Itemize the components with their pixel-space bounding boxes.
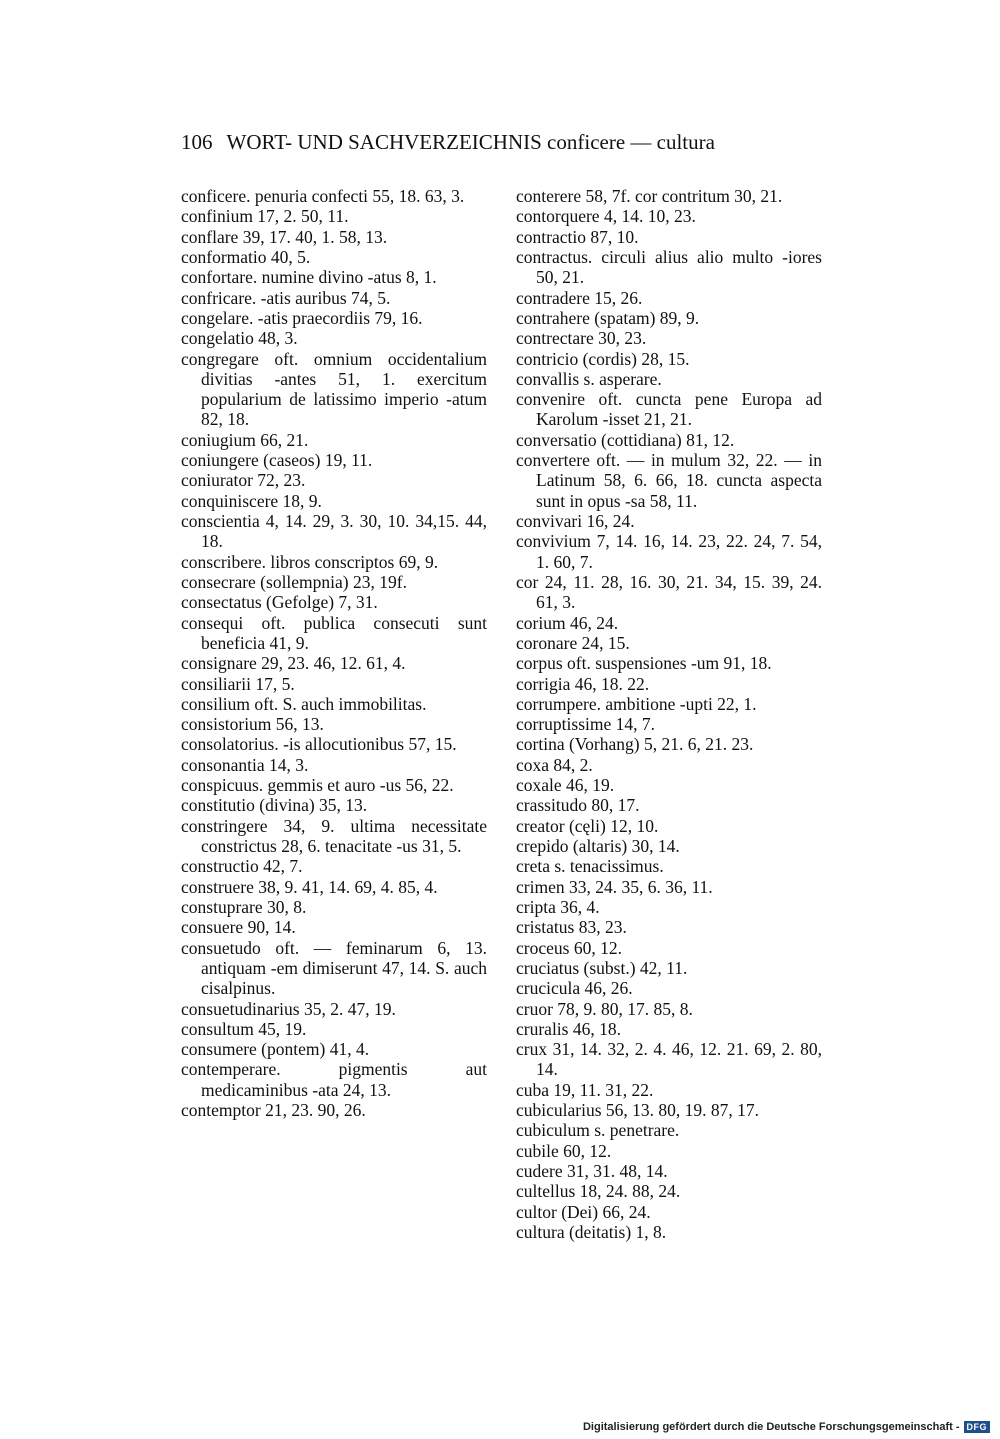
index-entry: conficere. penuria confecti 55, 18. 63, 3. [181,186,465,206]
index-entry: contricio (cordis) 28, 15. [516,348,690,369]
index-entry: consilium oft. S. auch immobilitas. [181,693,427,714]
index-entry: constuprare 30, 8. [181,896,307,917]
index-entry: consistorium 56, 13. [181,714,324,735]
index-entry: convallis s. asperare. [516,368,662,389]
index-entry: cuba 19, 11. 31, 22. [516,1079,654,1100]
dfg-logo: DFG [964,1421,991,1433]
index-entry: cruor 78, 9. 80, 17. 85, 8. [516,998,693,1019]
index-entry: consignare 29, 23. 46, 12. 61, 4. [181,653,406,674]
running-header [181,130,715,155]
index-entry: cristatus 83, 23. [516,917,627,938]
index-entry: corpus oft. suspensiones -um 91, 18. [516,653,772,674]
index-entry: conflare 39, 17. 40, 1. 58, 13. [181,226,388,247]
index-entry: contrahere (spatam) 89, 9. [516,307,700,328]
index-entry: cudere 31, 31. 48, 14. [516,1161,668,1181]
index-entry: cor 24, 11. 28, 16. 30, 21. 34, 15. 39, 24. 61, 3. [516,571,822,613]
index-entry: congregare oft. omnium occidentalium divitias -antes 51, 1. exercitum popularium de latissimo imperio -atum 82, 18. [181,348,487,430]
index-entry: contorquere 4, 14. 10, 23. [516,206,696,227]
index-entry: crassitudo 80, 17. [516,795,640,816]
page-number: 106 [181,130,213,154]
footer-text: Digitalisierung gefördert durch die Deutsche Forschungsgemeinschaft - [582,1421,960,1433]
index-entry: construere 38, 9. 41, 14. 69, 4. 85, 4. [181,876,438,897]
index-entry: conformatio 40, 5. [181,246,311,267]
index-entry: coniugium 66, 21. [181,429,309,450]
right-column [516,186,822,1242]
index-entry: conversatio (cottidiana) 81, 12. [516,429,735,450]
index-entry: consequi oft. publica consecuti sunt beneficia 41, 9. [181,612,487,653]
index-entry: corruptissime 14, 7. [516,714,656,735]
index-entry: coronare 24, 15. [516,632,630,653]
index-entry: cripta 36, 4. [516,896,600,917]
index-entry: consuetudo oft. — feminarum 6, 13. antiquam -em dimiserunt 47, 14. S. auch cisalpinus. [181,937,487,999]
index-entry: coniurator 72, 23. [181,470,306,491]
index-entry: contractio 87, 10. [516,226,639,247]
index-entry: corrumpere. ambitione -upti 22, 1. [516,693,757,714]
index-entry: conspicuus. gemmis et auro -us 56, 22. [181,775,454,796]
index-entry: cubiculum s. penetrare. [516,1120,680,1141]
index-entry: cruciatus (subst.) 42, 11. [516,957,688,978]
left-column [181,186,487,1120]
index-entry: confortare. numine divino -atus 8, 1. [181,267,437,288]
index-entry: convivari 16, 24. [516,511,635,531]
index-entry: cruralis 46, 18. [516,1018,621,1039]
index-entry: confinium 17, 2. 50, 11. [181,206,349,227]
index-entry: cortina (Vorhang) 5, 21. 6, 21. 23. [516,734,754,755]
index-entry: croceus 60, 12. [516,937,622,958]
index-entry: consuetudinarius 35, 2. 47, 19. [181,998,396,1019]
index-entry: constructio 42, 7. [181,856,303,877]
index-entry: cubile 60, 12. [516,1140,612,1161]
index-entry: coxale 46, 19. [516,775,615,796]
index-entry: corium 46, 24. [516,612,619,633]
index-entry: contractus. circuli alius alio multo -iores 50, 21. [516,246,822,288]
index-entry: constitutio (divina) 35, 13. [181,795,368,816]
index-entry: consultum 45, 19. [181,1018,307,1039]
index-entry: consecrare (sollempnia) 23, 19f. [181,571,407,592]
index-entry: contradere 15, 26. [516,287,643,308]
index-entry: contemptor 21, 23. 90, 26. [181,1100,366,1121]
index-entry: congelare. -atis praecordiis 79, 16. [181,307,423,328]
index-entry: consolatorius. -is allocutionibus 57, 15. [181,734,457,755]
index-entry: creator (cęli) 12, 10. [516,815,659,836]
index-entry: convenire oft. cuncta pene Europa ad Karolum -isset 21, 21. [516,389,822,430]
index-entry: congelatio 48, 3. [181,328,298,349]
index-entry: conterere 58, 7f. cor contritum 30, 21. [516,186,783,206]
index-entry: convertere oft. — in mulum 32, 22. — in Latinum 58, 6. 66, 18. cuncta aspecta sunt in opus -sa 58, 11. [516,450,822,511]
index-entry: conscribere. libros conscriptos 69, 9. [181,551,439,572]
index-entry: cultor (Dei) 66, 24. [516,1201,651,1222]
index-entry: consiliarii 17, 5. [181,673,295,694]
index-entry: crepido (altaris) 30, 14. [516,836,680,856]
index-entry: confricare. -atis auribus 74, 5. [181,287,391,308]
index-entry: contrectare 30, 23. [516,328,647,349]
index-entry: constringere 34, 9. ultima necessitate constrictus 28, 6. tenacitate -us 31, 5. [181,815,487,856]
index-entry: consonantia 14, 3. [181,754,309,775]
index-entry: coniungere (caseos) 19, 11. [181,450,373,471]
index-entry: consuere 90, 14. [181,917,296,938]
index-entry: cultellus 18, 24. 88, 24. [516,1181,681,1202]
index-entry: conquiniscere 18, 9. [181,490,322,511]
index-entry: conscientia 4, 14. 29, 3. 30, 10. 34,15. 44, 18. [181,511,487,552]
index-entry: convivium 7, 14. 16, 14. 23, 22. 24, 7. 54, 1. 60, 7. [516,531,822,572]
index-entry: corrigia 46, 18. 22. [516,673,650,694]
index-entry: crimen 33, 24. 35, 6. 36, 11. [516,876,713,897]
index-entry: cultura (deitatis) 1, 8. [516,1221,667,1242]
running-title: WORT- UND SACHVERZEICHNIS conficere — cultura [226,130,715,154]
index-entry: consectatus (Gefolge) 7, 31. [181,592,378,613]
index-entry: cubicularius 56, 13. 80, 19. 87, 17. [516,1100,760,1121]
index-entry: creta s. tenacissimus. [516,856,664,877]
index-entry: consumere (pontem) 41, 4. [181,1039,370,1060]
footer-credit [583,1421,990,1433]
index-entry: contemperare. pigmentis aut medicaminibus -ata 24, 13. [181,1059,487,1100]
index-entry: coxa 84, 2. [516,754,593,775]
index-entry: crucicula 46, 26. [516,978,633,999]
index-entry: crux 31, 14. 32, 2. 4. 46, 12. 21. 69, 2. 80, 14. [516,1039,822,1080]
